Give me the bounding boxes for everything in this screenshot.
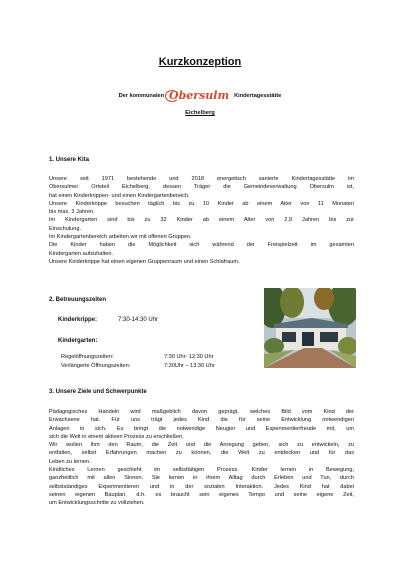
text-line: Unsere seit 1971 bestehende und 2018 energetisch sanierte Kindertagesstätte im <box>49 176 354 182</box>
text-line: Kindliches Lernen geschieht im selbsttätigen Prozess. Kinder lernen in Bewegung, <box>49 467 354 474</box>
subtitle-prefix: Der kommunalen <box>118 92 165 99</box>
text-line: um Entwicklungsschritte zu vollziehen. <box>49 500 145 507</box>
place-name: Eichelberg <box>185 110 215 116</box>
text-line: seinen eigenen Bauplan, d.h. es braucht sein eigenes Tempo und seine eigene Zeit, <box>49 491 354 498</box>
text-line: Die Kinder haben die Möglichkeit sich während der Freispielzeit im gesamten <box>49 242 354 249</box>
section2-heading: 2. Betreuungszeiten <box>49 297 107 303</box>
regular-time: 7:30 Uhr- 12:30 Uhr <box>164 354 214 360</box>
text-line: entfalten, selbst Erfahrungen machen zu können, die Welt zu entdecken und für das <box>49 450 354 457</box>
kindergarten-label: Kindergarten: <box>58 338 98 344</box>
text-line: Unsere Kinderkrippe besuchen täglich bis zu 10 Kinder ab einem Alter von 11 Monaten <box>49 200 354 207</box>
section1-body <box>49 175 354 266</box>
regular-label: Regelöffnungszeiten: <box>61 354 114 360</box>
krippe-label: Kinderkrippe: <box>58 317 98 323</box>
kita-building-photo <box>264 288 356 368</box>
text-line: Kindergarten aufzuhalten. <box>49 250 114 257</box>
section3-heading: 3. Unsere Ziele und Schwerpunkte <box>49 389 147 395</box>
text-line: Im Kindergarten sind bis zu 32 Kinder ab einem Alter von 2,9 Jahren bis zur <box>49 217 354 224</box>
text-line: Wir wollen ihm den Raum, die Zeit und die Anregung geben, sich zu entwickeln, zu <box>49 442 354 449</box>
text-line: sich die Welt in einem aktiven Prozess zu erschließen. <box>49 433 184 440</box>
text-line: Anlagen in sich. Es bringt die notwendige Neugier und Experimentierfreude mit, um <box>49 425 354 432</box>
subtitle-suffix: Kindertagesstätte <box>234 92 282 99</box>
subtitle <box>0 89 400 102</box>
page-title: Kurzkonzeption <box>158 56 242 68</box>
text-line: Pädagogisches Handeln wird maßgeblich davon geprägt, welches Bild vom Kind der <box>49 409 354 415</box>
section3-body <box>49 408 354 508</box>
text-line: Unsere Kinderkrippe hat einen eigenen Gruppenraum und einen Schlafraum. <box>49 258 240 265</box>
krippe-time: 7:30-14:30 Uhr <box>118 317 159 323</box>
extended-label: Verlängerte Öffnungszeiten: <box>61 363 131 369</box>
text-line: selbstständiges Experimentieren und in der sozialen Interaktion. Jedes Kind hat dabei <box>49 483 354 490</box>
text-line: Im Kindergartenbereich arbeiten wir mit offenen Gruppen. <box>49 234 192 241</box>
text-line: Leben zu lernen. <box>49 458 91 465</box>
text-line: bis max. 3 Jahren. <box>49 209 95 216</box>
text-line: Einschulung. <box>49 225 82 232</box>
text-line: Erwachsene hat. Für uns trägt jedes Kind die für seine Entwicklung notwendigen <box>49 417 354 424</box>
extended-time: 7:30Uhr – 13:30 Uhr <box>164 363 215 369</box>
section1-heading: 1. Unsere Kita <box>49 157 90 163</box>
text-line: Obersulmer Ortsteil Eichelberg, dessen Träger die Gemeindeverwaltung Obersulm ist, <box>49 184 354 191</box>
obersulm-logo: Obersulm <box>169 89 230 102</box>
text-line: hat einen Kinderkrippen- und einen Kindergartenbereich. <box>49 192 190 199</box>
text-line: ganzheitlich mit allen Sinnen. Sie lernen in ihrem Alltag durch Erleben und Tun, durch <box>49 475 354 482</box>
